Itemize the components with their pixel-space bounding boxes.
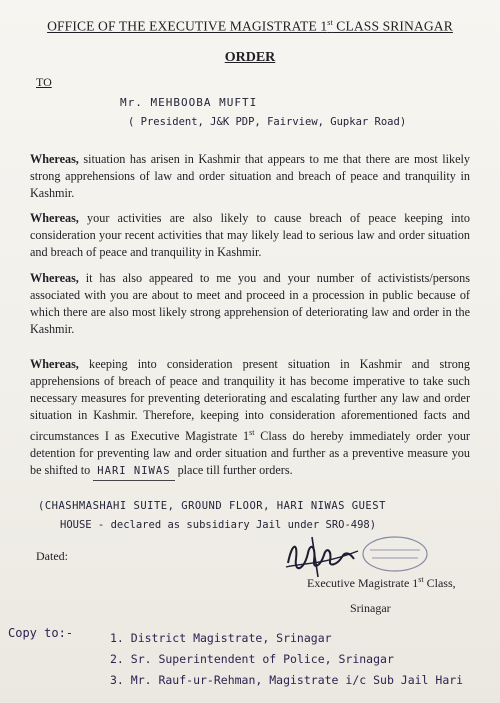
executive-magistrate-line	[307, 575, 456, 591]
paragraph-1-lead: Whereas,	[30, 152, 79, 166]
paragraph-2-lead: Whereas,	[30, 211, 79, 225]
paragraph-2-body: your activities are also likely to cause breach of peace keeping into consideration your recent activities that may likely lead to serious law and order situation and breach of peace and tranquility in Kashmir.	[30, 211, 470, 259]
copy-to-item: 2. Sr. Superintendent of Police, Srinagar	[110, 652, 394, 666]
office-title-suffix: CLASS SRINAGAR	[332, 18, 453, 34]
paragraph-3	[30, 270, 470, 338]
paragraph-4-sup: st	[249, 428, 255, 437]
paragraph-3-body: it has also appeared to me you and your number of activistists/persons associated with you are about to meet and proceed in a procession in public because of which there are also most likely strong apprehension of deteriorating law and order in the Kashmir.	[30, 271, 470, 336]
paragraph-4-body-c: place till further orders.	[174, 463, 293, 478]
paragraph-4	[30, 356, 470, 481]
official-stamp-image	[360, 534, 430, 574]
paragraph-3-lead: Whereas,	[30, 271, 79, 285]
exec-line-text: Executive Magistrate 1	[307, 576, 419, 590]
signatory-city: Srinagar	[350, 601, 391, 615]
handwritten-note-line-1: (CHASHMASHAHI SUITE, GROUND FLOOR, HARI NIWAS GUEST	[38, 500, 386, 512]
exec-line-suffix: Class,	[423, 576, 456, 590]
paragraph-4-lead: Whereas,	[30, 357, 79, 371]
to-label: TO	[36, 75, 52, 89]
paragraph-4-body-b: Class do hereby immediately order your detention for preventing law and order situation and further as a preventive measure you be shifted to	[30, 429, 470, 478]
handwritten-note-line-2: HOUSE - declared as subsidiary Jail under SRO-498)	[60, 519, 377, 531]
dated-label: Dated:	[36, 549, 68, 563]
recipient-name: Mr. MEHBOOBA MUFTI	[120, 96, 258, 109]
office-title-text: OFFICE OF THE EXECUTIVE MAGISTRATE 1	[47, 18, 328, 34]
recipient-designation: ( President, J&K PDP, Fairview, Gupkar Road)	[128, 116, 407, 128]
paragraph-4-body-a: keeping into consideration present situation in Kashmir and strong apprehensions of breach of peace and tranquility it has become imperative to take such necessary measures for preventing deteriorating and escalating further any law and order situation in Kashmir. Therefore, keeping into consideration aforementioned facts and circumstances I as Executive Magistrate 1	[30, 357, 470, 444]
signature-image	[282, 533, 362, 581]
paragraph-1	[30, 151, 470, 202]
office-title-sup: st	[327, 18, 333, 27]
place-fill-text: HARI NIWAS	[97, 465, 171, 478]
copy-to-item: 1. District Magistrate, Srinagar	[110, 631, 332, 645]
paragraph-1-body: situation has arisen in Kashmir that appears to me that there are most likely strong apprehensions of law and order situation and breach of peace and tranquility in Kashmir.	[30, 152, 470, 200]
copy-to-item: 3. Mr. Rauf-ur-Rehman, Magistrate i/c Sub Jail Hari	[110, 673, 464, 687]
copy-to-label: Copy to:-	[8, 626, 74, 640]
order-heading: ORDER	[224, 50, 276, 65]
office-title	[0, 18, 500, 35]
paragraph-2	[30, 210, 470, 261]
exec-line-sup: st	[418, 575, 424, 584]
place-fill-line	[93, 462, 174, 481]
